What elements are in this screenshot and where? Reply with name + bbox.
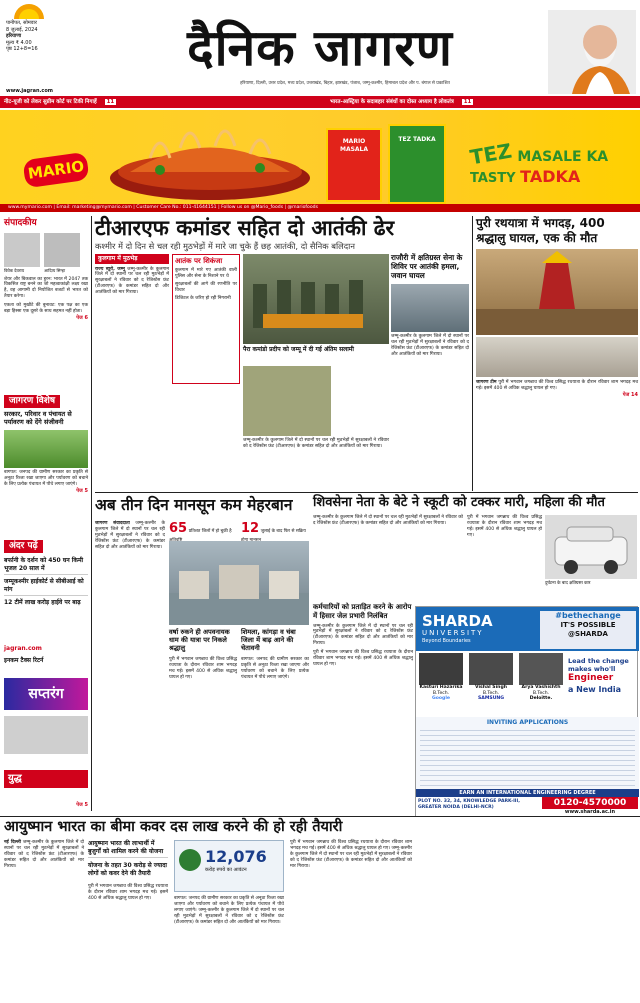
strip-left-headline[interactable] [4, 96, 314, 108]
sharda-students [416, 653, 566, 715]
sharda-lead-text: Lead the change makes who'll Engineer a New India [568, 657, 629, 694]
saptarang-banner: सप्तरंग [4, 678, 88, 710]
sharda-phone[interactable]: 0120-4570000 [542, 797, 638, 809]
shivsena-story [313, 495, 638, 601]
sharda-hashtag: #bethechange IT'S POSSIBLE @SHARDA [540, 611, 636, 649]
mario-advertisement[interactable] [0, 110, 640, 212]
lead-kicker: कुलगाम में मुठभेड़ [95, 254, 169, 264]
date: 8 जुलाई, 2024 [6, 26, 38, 33]
masthead [0, 0, 640, 95]
lead-photo-caption: पैरा कमांडो प्रदीप को जम्मू में दी गई अंतिम सलामी [243, 346, 354, 353]
student-card: Arya Vashishth B.Tech. Deloitte. [516, 653, 566, 715]
ayushman-text-1: नई दिल्ली जम्मू-कश्मीर के कुलगाम जिले में दो स्थानों पर चल रही मुठभेड़ों में सुरक्षाबलों ने रविवार को द रेजिस्टेंस फ्रंट (टीआरएफ) के कमांडर सहित दो और आतंकियों को मार गिराया। [4, 840, 84, 869]
ayushman-text-4: पुरी में भगवान जगन्नाथ की विश्व प्रसिद्ध रथयात्रा के दौरान रविवार शाम भगदड़ मच गई। इसमें 400 से अधिक श्रद्धालु घायल हो गए। जम्मू-कश्मीर के कुलगाम जिले में दो स्थानों पर चल रही मुठभेड़ों में सुरक्षाबलों ने रविवार को द रेजिस्टेंस फ्रंट (टीआरएफ) के कमांडर सहित दो और आतंकियों को मार गिराया। [290, 840, 412, 869]
jagran-com-tag: jagran.com [4, 645, 42, 652]
ayushman-box-1[interactable]: आयुष्मान भारत की लाभार्थी में बुजुर्गों को शामिल करने की योजना [88, 840, 168, 858]
monsoon-text-col-2: पुरी में भगवान जगन्नाथ की विश्व प्रसिद्ध रथयात्रा के दौरान रविवार शाम भगदड़ मच गई। इसमें 400 से अधिक श्रद्धालु घायल हो गए। [169, 657, 237, 680]
ad-tagline: TEZ MASALE KA TASTY TADKA [468, 138, 609, 186]
shivsena-photo [545, 515, 637, 579]
section-divider [0, 816, 640, 817]
jagran-special-headline[interactable]: सरकार, परिवार व पंचायत से पर्यावरण को देंगे संजीवनी [4, 410, 72, 426]
war-page-ref[interactable]: पेज 5 [76, 802, 88, 808]
monsoon-headline[interactable]: अब तीन दिन मानसून कम मेहरबान [95, 496, 293, 514]
jail-story [313, 603, 413, 815]
ad-product-pack-2: TEZ TADKA [388, 124, 446, 204]
puri-text: पुरी में भगवान जगन्नाथ की विश्व प्रसिद्ध रथयात्रा के दौरान रविवार शाम भगदड़ मच गई। इसमें 400 से अधिक श्रद्धालु घायल हो गए। [476, 380, 638, 391]
puri-story [476, 216, 638, 491]
ayushman-text-3: बागपत: जनपद की ग्रामीण सरकार का प्रकृति से अनूठा रिश्ता रखा जाएगा और पर्यावरण को बचाने के लिए प्रत्येक पंचायत में पौधे लगाए जाएंगे। जम्मू-कश्मीर के कुलगाम जिले में दो स्थानों पर चल रही मुठभेड़ों में सुरक्षाबलों ने रविवार को द रेजिस्टेंस फ्रंट (टीआरएफ) के कमांडर सहित दो और आतंकियों को मार गिराया। [174, 896, 284, 925]
lead-text: जम्मू-कश्मीर के कुलगाम जिले में दो स्थानों पर चल रही मुठभेड़ों में सुरक्षाबलों ने रविवार को द रेजिस्टेंस फ्रंट (टीआरएफ) के कमांडर सहित दो और आतंकियों को मार गिराया। [95, 266, 169, 296]
lead-kicker-block [95, 254, 169, 488]
puri-headline[interactable]: पुरी रथयात्रा में भगदड़, 400 श्रद्धालु घायल, एक की मौत [476, 216, 605, 245]
lead-story [95, 216, 471, 491]
saptarang-promo[interactable] [4, 645, 88, 767]
author-avatar [4, 233, 40, 267]
monsoon-stat-2 [241, 521, 309, 539]
top-headlines-strip [0, 96, 640, 108]
website-url[interactable]: www.jagran.com [6, 88, 54, 94]
side-box-item: कुलगाम में मारे गए आतंकी वाली पुलिस और सेना के निशाने पर थे [175, 267, 237, 279]
monsoon-story [95, 495, 310, 815]
student-photo [469, 653, 513, 685]
war-banner: युद्ध [4, 770, 88, 788]
author-photos [4, 233, 88, 267]
strip-right-headline[interactable] [330, 96, 640, 108]
ayushman-text-2: पुरी में भगवान जगन्नाथ की विश्व प्रसिद्ध रथयात्रा के दौरान रविवार शाम भगदड़ मच गई। इसमें 400 से अधिक श्रद्धालु घायल हो गए। [88, 884, 168, 901]
lead-continued-text: जम्मू-कश्मीर के कुलगाम जिले में दो स्थानों पर चल रही मुठभेड़ों में सुरक्षाबलों ने रविवार को द रेजिस्टेंस फ्रंट (टीआरएफ) के कमांडर सहित दो और आतंकियों को मार गिराया। [243, 438, 389, 449]
monsoon-photo [169, 541, 309, 625]
column-divider [472, 216, 473, 491]
jail-text-2: पुरी में भगवान जगन्नाथ की विश्व प्रसिद्ध रथयात्रा के दौरान रविवार शाम भगदड़ मच गई। इसमें 400 से अधिक श्रद्धालु घायल हो गए। [313, 650, 413, 668]
pm-photo [548, 10, 636, 94]
ad-product-image-left [100, 118, 320, 206]
ad-contact-footer: www.mymario.com | Email: marketing@mymario.com | Customer Care No.: 011-41644151 | Follow us on @Mario_foods | @mariofoods [0, 204, 640, 212]
inside-item[interactable]: बर्फानी के दर्शन को 450 घन किमी भूजल 20 साल में [4, 557, 88, 575]
inside-item[interactable]: जम्मूकश्मीर हाईकोर्ट से सीबीआई को मांग [4, 578, 88, 596]
ayushman-headline[interactable]: आयुष्मान भारत का बीमा कवर दस लाख करने की हो रही तैयारी [4, 819, 343, 835]
newspaper-title: दैनिक जागरण [187, 19, 453, 77]
lead-headline[interactable]: टीआरएफ कमांडर सहित दो आतंकी ढेर [95, 216, 395, 240]
monsoon-text-col: जागरण संवाददाता जम्मू-कश्मीर के कुलगाम जिले में दो स्थानों पर चल रही मुठभेड़ों में सुरक्षाबलों ने रविवार को द रेजिस्टेंस फ्रंट (टीआरएफ) के कमांडर सहित दो और आतंकियों को मार गिराया। [95, 521, 165, 550]
strip-left-page: 11 [106, 99, 115, 105]
puri-byline: जागरण टीम [476, 380, 497, 385]
sun-logo-icon [10, 6, 48, 20]
mario-brand-logo: MARIO [22, 152, 89, 189]
lead-side-box [172, 254, 240, 384]
column-divider [91, 216, 92, 811]
section-divider [95, 492, 638, 493]
right-inset-story [391, 254, 469, 488]
lead-photo-2 [243, 366, 331, 436]
puri-photo [476, 249, 638, 335]
shivsena-text-2: पुरी में भगवान जगन्नाथ की विश्व प्रसिद्ध रथयात्रा के दौरान रविवार शाम भगदड़ मच गई। इसमें 400 से अधिक श्रद्धालु घायल हो गए। [467, 515, 542, 538]
ayushman-story [4, 818, 414, 1000]
author-name-2: आदित्य सिन्हा [44, 268, 66, 274]
sharda-logo: SHARDA UNIVERSITY Beyond Boundaries [422, 612, 493, 644]
student-photo [519, 653, 563, 685]
jagran-special-page-ref[interactable]: पेज 5 [76, 487, 88, 494]
strip-right-page: 11 [463, 99, 472, 105]
right-inset-photo [391, 284, 469, 332]
page-count: पृष्ठ 12+8=16 [6, 46, 38, 52]
ayushman-stat-label: करोड़ रुपये का आवंटन [205, 867, 247, 873]
inside-section [4, 540, 88, 640]
monsoon-subkicker-2[interactable]: शिमला, कांगड़ा व चंबा जिला में बाढ़ आने की चेतावनी [241, 628, 296, 652]
jagran-special-title: जागरण विशेष [4, 395, 60, 408]
editorial-text-2: एकता को मुखौटे की बुनावट: एक पक्ष का एक बड़ा हिस्सा एक दूसरे के साथ सहमत नहीं होता। [4, 303, 88, 315]
author-avatar [44, 233, 80, 267]
state-name: हरियाणा [6, 33, 22, 39]
day-date: पानीपत, सोमवार [6, 20, 37, 26]
jail-text: जम्मू-कश्मीर के कुलगाम जिले में दो स्थानों पर चल रही मुठभेड़ों में सुरक्षाबलों ने रविवार को द रेजिस्टेंस फ्रंट (टीआरएफ) के कमांडर सहित दो और आतंकियों को मार गिराया। [313, 623, 413, 647]
price: मूल्य ₹ 4.00 [6, 39, 32, 46]
student-card: Vishal Singh B.Tech. SAMSUNG [466, 653, 516, 715]
monsoon-subkicker[interactable]: वर्षा रुकने ही अपवनायक धाम की यात्रा पर निकले श्रद्धालु [169, 628, 230, 652]
saptarang-photo [4, 716, 88, 754]
sharda-header [416, 607, 639, 651]
editorial-section [4, 218, 88, 393]
editions-line: हरियाणा, दिल्ली, उत्तर प्रदेश, मध्य प्रदेश, उत्तराखंड, बिहार, झारखंड, पंजाब, जम्मू-कश्मीर, हिमाचल प्रदेश और प. बंगाल से प्रकाशित [240, 81, 450, 86]
editorial-text-1: शेयर और बिकवाल का हुरन: भारत में 2047 तक विकसित राष्ट्र बनने का जो महत्वाकांक्षी लक्ष्य रखा है, वह आगामी दो नियोजित बजटों से भारत को तैयार करेगा। [4, 276, 88, 300]
monsoon-byline: जागरण संवाददाता [95, 521, 130, 526]
ayushman-stat-box [174, 840, 284, 892]
lead-subhead: कश्मीर में दो दिन से चल रही मुठभेड़ों में मारे जा चुके हैं छह आतंकी, दो सैनिक बलिदान [95, 241, 355, 251]
ayushman-box-2[interactable]: योजना के तहत 30 करोड़ से ज्यादा लोगों को कवर देने की तैयारी [88, 862, 167, 877]
jagran-special-text: बागपत: जनपद की ग्रामीण सरकार का प्रकृति से अनूठा रिश्ता रखा जाएगा और पर्यावरण को बचाने के लिए प्रत्येक पंचायत में पौधे लगाए जाएंगे। [4, 469, 88, 487]
jail-headline[interactable]: कर्मचारियों को प्रताड़ित करने के आरोप में हिसार जेल प्रभारी निलंबित [313, 603, 412, 620]
sharda-footer [416, 797, 639, 817]
edition-meta [6, 20, 56, 80]
shivsena-photo-caption: दुर्घटना के बाद क्षतिग्रस्त कार [545, 581, 591, 586]
sharda-website[interactable]: www.sharda.ac.in [564, 809, 616, 815]
sharda-applications: INVITING APPLICATIONS [416, 717, 639, 789]
right-inset-text: जम्मू-कश्मीर के कुलगाम जिले में दो स्थानों पर चल रही मुठभेड़ों में सुरक्षाबलों ने रविवार को द रेजिस्टेंस फ्रंट (टीआरएफ) के कमांडर सहित दो और आतंकियों को मार गिराया। [391, 333, 469, 357]
stat-2-value: 12 [241, 521, 260, 536]
editorial-title: संपादकीय [4, 218, 37, 228]
right-inset-headline[interactable]: राजौरी में क्षतिग्रस्त सेना के शिविर पर आतंकी हमला, जवान घायल [391, 253, 463, 280]
stat-1-value: 65 [169, 521, 188, 536]
strip-left-text: नीट-यूजी को लेकर सुप्रीम कोर्ट पर टिकी निगाहें [4, 99, 97, 105]
strip-right-text: भारत-आस्ट्रिया के सदाबहार संबंधों का दोस्त अध्याय है लोकतंत्र [330, 99, 454, 105]
stat-1-label: प्रतिशत जिलों में हो चुकी है [188, 529, 232, 534]
sharda-address: PLOT NO. 32, 34, KNOWLEDGE PARK-III, GREATER NOIDA (DELHI-NCR) [418, 799, 520, 810]
author-name-1: विवेक देवराय [4, 268, 25, 274]
ad-product-pack-1: MARIO MASALA [326, 128, 382, 202]
editorial-page-ref[interactable]: पेज 6 [76, 315, 88, 322]
side-box-title: आतंक पर शिकंजा [175, 257, 223, 265]
monsoon-stat-1 [169, 521, 237, 539]
side-box-item: सुरक्षाबलों की आगे की रणनीति पर विचार [175, 281, 237, 293]
sharda-earn: EARN AN INTERNATIONAL ENGINEERING DEGREE [416, 789, 639, 797]
monsoon-text-col-3: बागपत: जनपद की ग्रामीण सरकार का प्रकृति से अनूठा रिश्ता रखा जाएगा और पर्यावरण को बचाने के लिए प्रत्येक पंचायत में पौधे लगाए जाएंगे। [241, 657, 309, 680]
jagran-special-photo [4, 430, 88, 468]
student-photo [419, 653, 463, 685]
puri-photo-2 [476, 337, 638, 377]
shivsena-headline[interactable]: शिवसेना नेता के बेटे ने स्कूटी को टक्कर मारी, महिला की मौत [313, 495, 605, 510]
puri-page-ref[interactable]: पेज 14 [622, 391, 638, 398]
jagran-special-section [4, 395, 88, 535]
ayushman-icon [179, 849, 201, 871]
inside-title: अंदर पढ़ें [4, 540, 43, 553]
stat-2-label: जुलाई के बाद फिर से सक्रिय [260, 529, 306, 534]
shivsena-text: जम्मू-कश्मीर के कुलगाम जिले में दो स्थानों पर चल रही मुठभेड़ों में सुरक्षाबलों ने रविवार को द रेजिस्टेंस फ्रंट (टीआरएफ) के कमांडर सहित दो और आतंकियों को मार गिराया। [313, 515, 463, 526]
inside-item[interactable]: 12 टीमें लाख करोड़ हाईवे पर बाढ़ [4, 599, 81, 607]
sharda-advertisement[interactable] [415, 606, 638, 816]
lead-photo [243, 254, 389, 344]
side-box-item: डिजिटल के जरिए हो रही निगरानी [175, 295, 231, 301]
lead-byline: राज्य ब्यूरो, जम्मू [95, 266, 125, 272]
student-card: Kasturi Hazarika B.Tech. Google [416, 653, 466, 715]
war-section [4, 770, 88, 810]
ayushman-stat-value: 12,076 [205, 847, 267, 866]
income-tax-item: इनकम टैक्स रिटर्न [4, 656, 44, 664]
courses-list [420, 730, 635, 786]
